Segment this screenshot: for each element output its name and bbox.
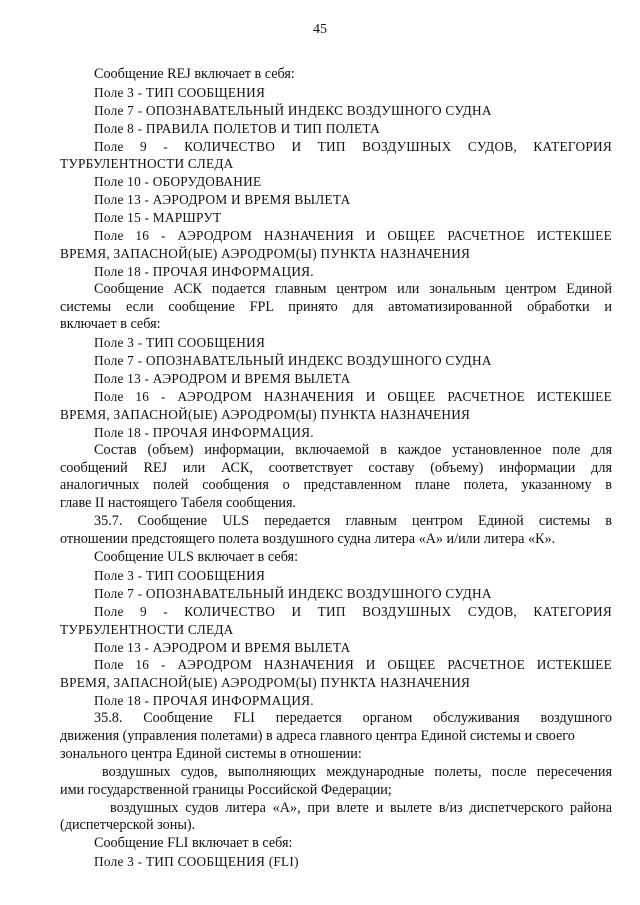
text-line: ВРЕМЯ, ЗАПАСНОЙ(ЫЕ) АЭРОДРОМ(Ы) ПУНКТА НАЗНАЧЕНИЯ	[60, 245, 471, 261]
text-line: Поле 7 - ОПОЗНАВАТЕЛЬНЫЙ ИНДЕКС ВОЗДУШНОГО СУДНА	[94, 353, 492, 369]
text-line: Поле 13 - АЭРОДРОМ И ВРЕМЯ ВЫЛЕТА	[94, 192, 351, 208]
text-line: Поле 13 - АЭРОДРОМ И ВРЕМЯ ВЫЛЕТА	[94, 371, 351, 387]
text-line: ими государственной границы Российской Федерации;	[60, 781, 392, 798]
text-line: ТУРБУЛЕНТНОСТИ СЛЕДА	[60, 621, 234, 637]
text-line: воздушных судов, выполняющих международные полеты, после пересечения	[102, 763, 612, 780]
text-line: Сообщение АСК подается главным центром или зональным центром Единой	[94, 280, 612, 297]
text-line: аналогичных полей сообщения о представленном плане полета, указанному в	[60, 477, 612, 494]
text-line: Поле 7 - ОПОЗНАВАТЕЛЬНЫЙ ИНДЕКС ВОЗДУШНОГО СУДНА	[94, 585, 492, 601]
text-line: отношении предстоящего полета воздушного судна литера «А» и/или литера «К».	[60, 531, 556, 548]
text-line: Сообщение FLI включает в себя:	[94, 835, 293, 852]
text-line: 35.8. Сообщение FLI передается органом обслуживания воздушного	[94, 710, 612, 727]
text-line: Поле 3 - ТИП СООБЩЕНИЯ (FLI)	[94, 854, 299, 870]
text-line: сообщений REJ или АСК, соответствует составу (объему) информации для	[60, 459, 612, 476]
text-line: ТУРБУЛЕНТНОСТИ СЛЕДА	[60, 156, 234, 172]
text-line: Состав (объем) информации, включаемой в каждое установленное поле для	[94, 441, 612, 458]
text-line: Сообщение ULS включает в себя:	[94, 549, 299, 566]
text-line: Поле 16 - АЭРОДРОМ НАЗНАЧЕНИЯ И ОБЩЕЕ РАСЧЕТНОЕ ИСТЕКШЕЕ	[94, 389, 612, 405]
text-line: системы если сообщение FPL принято для автоматизированной обработки и	[60, 298, 612, 315]
text-line: зонального центра Единой системы в отношении:	[60, 745, 362, 762]
text-line: Поле 3 - ТИП СООБЩЕНИЯ	[94, 84, 266, 100]
text-line: Поле 10 - ОБОРУДОВАНИЕ	[94, 174, 262, 190]
text-line: Поле 15 - МАРШРУТ	[94, 210, 222, 226]
text-line: включает в себя:	[60, 316, 161, 333]
text-line: Поле 16 - АЭРОДРОМ НАЗНАЧЕНИЯ И ОБЩЕЕ РАСЧЕТНОЕ ИСТЕКШЕЕ	[94, 657, 612, 673]
text-line: воздушных судов литера «А», при влете и вылете в/из диспетчерского района	[110, 799, 612, 816]
text-line: Поле 7 - ОПОЗНАВАТЕЛЬНЫЙ ИНДЕКС ВОЗДУШНОГО СУДНА	[94, 102, 492, 118]
text-line: Сообщение REJ включает в себя:	[94, 66, 295, 82]
text-line: ВРЕМЯ, ЗАПАСНОЙ(ЫЕ) АЭРОДРОМ(Ы) ПУНКТА НАЗНАЧЕНИЯ	[60, 675, 471, 691]
text-line: Поле 18 - ПРОЧАЯ ИНФОРМАЦИЯ.	[94, 424, 314, 440]
text-line: 35.7. Сообщение ULS передается главным центром Единой системы в	[94, 513, 612, 530]
text-line: Поле 9 - КОЛИЧЕСТВО И ТИП ВОЗДУШНЫХ СУДОВ, КАТЕГОРИЯ	[94, 138, 612, 154]
text-line: (диспетчерской зоны).	[60, 817, 196, 834]
text-line: Поле 3 - ТИП СООБЩЕНИЯ	[94, 567, 266, 583]
text-line: Поле 18 - ПРОЧАЯ ИНФОРМАЦИЯ.	[94, 263, 314, 279]
text-line: Поле 3 - ТИП СООБЩЕНИЯ	[94, 335, 266, 351]
text-line: Поле 9 - КОЛИЧЕСТВО И ТИП ВОЗДУШНЫХ СУДОВ, КАТЕГОРИЯ	[94, 603, 612, 619]
text-line: Поле 16 - АЭРОДРОМ НАЗНАЧЕНИЯ И ОБЩЕЕ РАСЧЕТНОЕ ИСТЕКШЕЕ	[94, 228, 612, 244]
document-body	[60, 66, 612, 871]
text-line: Поле 13 - АЭРОДРОМ И ВРЕМЯ ВЫЛЕТА	[94, 639, 351, 655]
text-line: движения (управления полетами) в адреса главного центра Единой системы и своего	[60, 727, 575, 744]
text-line: Поле 8 - ПРАВИЛА ПОЛЕТОВ И ТИП ПОЛЕТА	[94, 120, 380, 136]
page-number: 45	[313, 22, 327, 37]
text-line: Поле 18 - ПРОЧАЯ ИНФОРМАЦИЯ.	[94, 693, 314, 709]
text-line: главе II настоящего Табеля сообщения.	[60, 495, 297, 512]
text-line: ВРЕМЯ, ЗАПАСНОЙ(ЫЕ) АЭРОДРОМ(Ы) ПУНКТА НАЗНАЧЕНИЯ	[60, 406, 471, 422]
